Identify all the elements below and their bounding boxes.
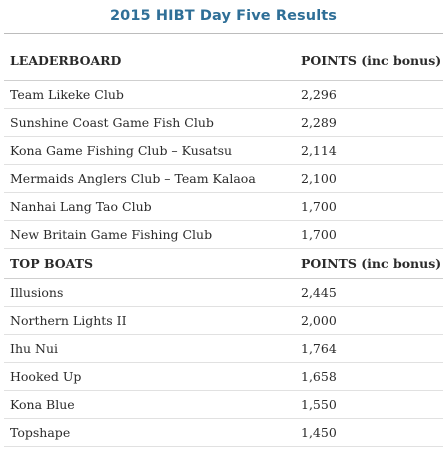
table-row xyxy=(4,391,443,419)
top-boats-points-header: POINTS (inc bonus) xyxy=(301,256,442,271)
page-title: 2015 HIBT Day Five Results xyxy=(109,8,338,24)
boat-name: Illusions xyxy=(10,285,64,300)
boat-points: 1,550 xyxy=(301,397,337,412)
team-points: 1,700 xyxy=(301,227,337,242)
team-name: Sunshine Coast Game Fish Club xyxy=(10,115,214,130)
team-points: 2,296 xyxy=(301,87,337,102)
team-points: 2,100 xyxy=(301,171,337,186)
team-name: Kona Game Fishing Club – Kusatsu xyxy=(10,143,233,158)
boat-points: 2,445 xyxy=(301,285,337,300)
boat-points: 1,658 xyxy=(301,369,337,384)
top-boats-header-row xyxy=(4,249,443,279)
team-name: New Britain Game Fishing Club xyxy=(10,227,213,242)
boat-points: 2,000 xyxy=(301,313,337,328)
results-table xyxy=(4,42,443,447)
table-row xyxy=(4,419,443,447)
table-row xyxy=(4,193,443,221)
team-points: 2,289 xyxy=(301,115,337,130)
table-row xyxy=(4,279,443,307)
leaderboard-header-row xyxy=(4,42,443,81)
team-name: Mermaids Anglers Club – Team Kalaoa xyxy=(10,171,256,186)
table-row xyxy=(4,307,443,335)
leaderboard-header: LEADERBOARD xyxy=(10,53,122,68)
team-points: 2,114 xyxy=(301,143,337,158)
top-boats-header: TOP BOATS xyxy=(10,256,93,271)
boat-name: Ihu Nui xyxy=(10,341,58,356)
boat-name: Topshape xyxy=(10,425,71,440)
table-row xyxy=(4,221,443,249)
boat-points: 1,450 xyxy=(301,425,337,440)
table-row xyxy=(4,335,443,363)
table-row xyxy=(4,137,443,165)
title-divider xyxy=(4,33,443,34)
team-name: Team Likeke Club xyxy=(10,87,124,102)
table-row xyxy=(4,109,443,137)
boat-name: Hooked Up xyxy=(10,369,82,384)
boat-points: 1,764 xyxy=(301,341,337,356)
boat-name: Kona Blue xyxy=(10,397,75,412)
table-row xyxy=(4,81,443,109)
team-name: Nanhai Lang Tao Club xyxy=(10,199,152,214)
leaderboard-points-header: POINTS (inc bonus) xyxy=(301,53,442,68)
boat-name: Northern Lights II xyxy=(10,313,127,328)
team-points: 1,700 xyxy=(301,199,337,214)
table-row xyxy=(4,363,443,391)
table-row xyxy=(4,165,443,193)
